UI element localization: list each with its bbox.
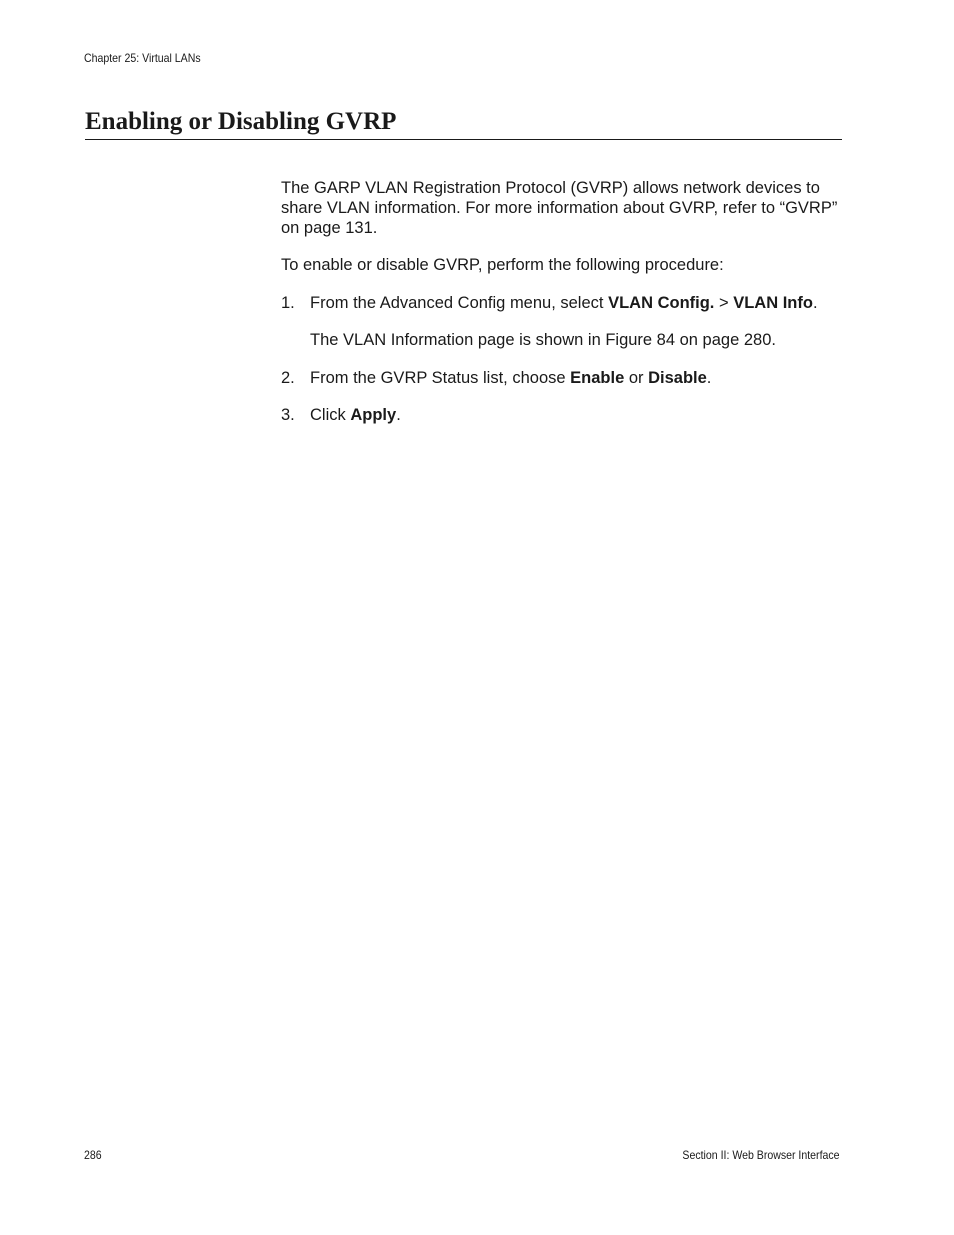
footer-section-name: Section II: Web Browser Interface [682,1148,840,1162]
section-title: Enabling or Disabling GVRP [85,108,397,135]
option-disable: Disable [648,369,707,387]
lead-paragraph: To enable or disable GVRP, perform the following procedure: [281,256,724,274]
step-1 [281,293,846,313]
step-2 [281,368,846,388]
step-1-note: The VLAN Information page is shown in Figure 84 on page 280. [310,331,776,349]
page-number: 286 [84,1148,102,1162]
step-3-number: 3. [281,406,295,424]
option-enable: Enable [570,369,625,387]
step-2-text: From the GVRP Status list, choose Enable or Disable. [310,369,712,387]
menu-vlan-info: VLAN Info [733,294,813,312]
step-1-number: 1. [281,294,295,312]
step-2-number: 2. [281,369,295,387]
step-3 [281,405,846,425]
menu-vlan-config: VLAN Config. [608,294,715,312]
step-1-text: From the Advanced Config menu, select VLAN Config. > VLAN Info. [310,294,818,312]
running-head: Chapter 25: Virtual LANs [84,51,201,65]
step-3-text: Click Apply. [310,406,401,424]
intro-paragraph: The GARP VLAN Registration Protocol (GVRP) allows network devices to share VLAN information. For more information about GVRP, refer to “GVRP” on page 131. [281,179,838,237]
title-rule [85,139,842,140]
body-content [281,178,846,425]
apply-label: Apply [350,406,397,424]
